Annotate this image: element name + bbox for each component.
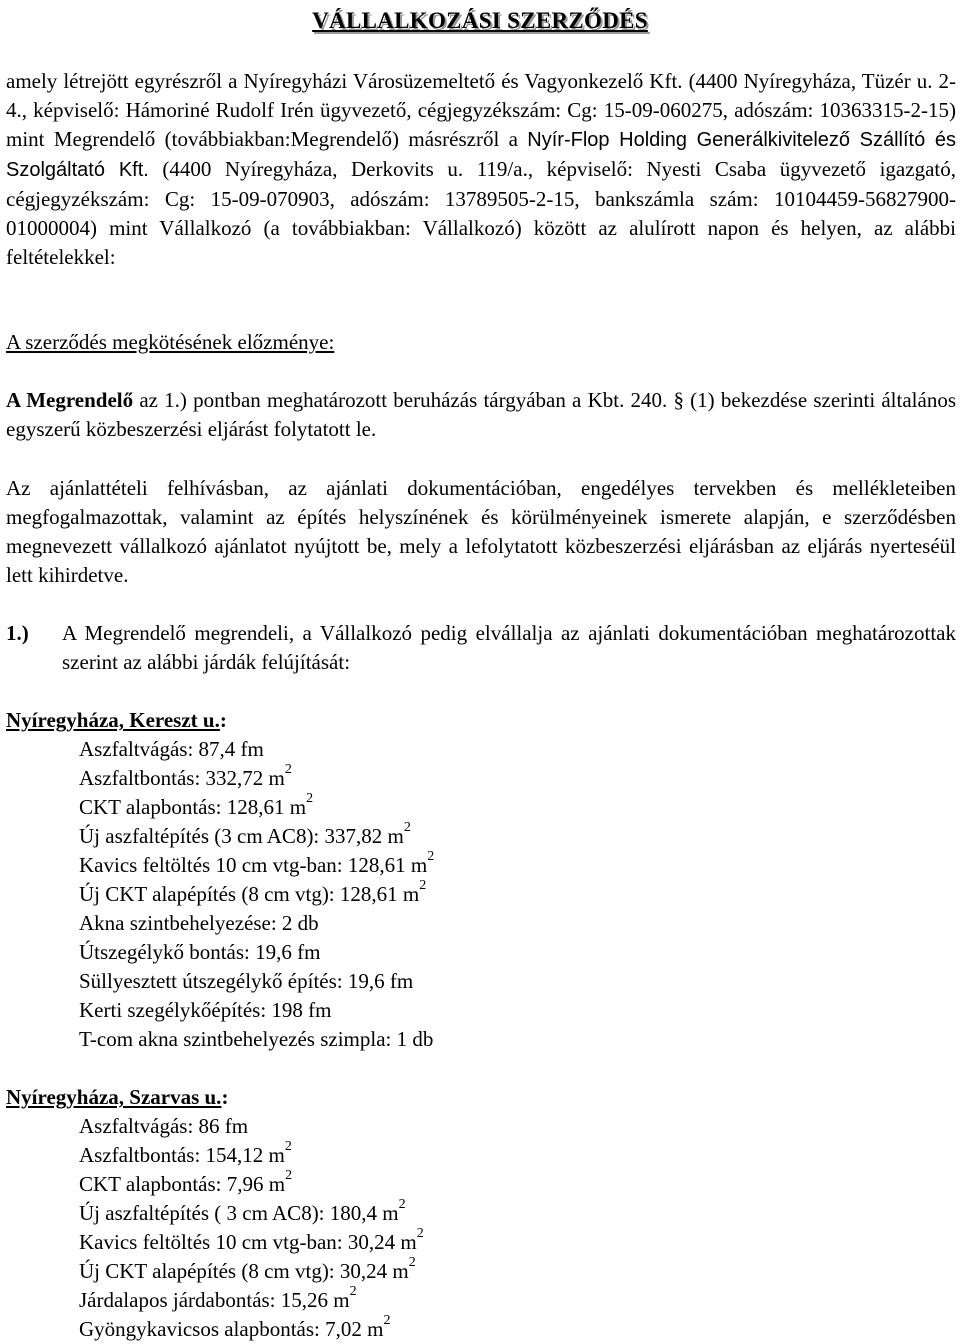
work-item — [79, 851, 956, 880]
work-item — [79, 909, 956, 938]
unit-exponent: 2 — [398, 1197, 406, 1212]
work-items-list — [6, 735, 956, 1054]
intro-paragraph — [6, 67, 956, 272]
work-item-text: Kavics feltöltés 10 cm vtg-ban: 30,24 m — [79, 1230, 417, 1254]
work-item — [79, 1112, 956, 1141]
location-name: Nyíregyháza, Kereszt u. — [6, 708, 220, 732]
work-item — [79, 822, 956, 851]
location-kereszt — [6, 706, 956, 1054]
work-items-list — [6, 1112, 956, 1344]
unit-exponent: 2 — [285, 1168, 293, 1183]
unit-exponent: 2 — [419, 878, 427, 893]
section-1-number: 1.) — [6, 621, 29, 645]
unit-exponent: 2 — [284, 762, 292, 777]
work-item-text: Aszfaltbontás: 154,12 m — [79, 1143, 285, 1167]
work-item-text: Új CKT alapépítés (8 cm vtg): 128,61 m — [79, 882, 420, 906]
unit-exponent: 2 — [383, 1313, 391, 1328]
background-text: az 1.) pontban meghatározott beruházás tárgyában a Kbt. 240. § (1) bekezdése szerinti általános egyszerű közbeszerzési eljárást folytatott le. — [6, 388, 957, 441]
offer-paragraph: Az ajánlattételi felhívásban, az ajánlati dokumentációban, engedélyes tervekben és mellékleteiben megfogalmazottak, valamint az építés helyszínének és körülményeinek ismerete alapján, e szerződésben megnevezett vállalkozó ajánlatot nyújtott be, mely a lefolytatott közbeszerzési eljárásban az eljárás nyerteséül lett kihirdetve. — [6, 476, 956, 587]
work-item — [79, 1141, 956, 1170]
work-item-text: Kerti szegélykőépítés: 198 fm — [79, 998, 332, 1022]
work-item-text: Aszfaltbontás: 332,72 m — [79, 766, 285, 790]
work-item-text: Új CKT alapépítés (8 cm vtg): 30,24 m — [79, 1259, 409, 1283]
work-item — [79, 938, 956, 967]
work-item — [79, 1257, 956, 1286]
work-item — [79, 764, 956, 793]
work-item-text: Akna szintbehelyezése: 2 db — [79, 911, 319, 935]
location-name: Nyíregyháza, Szarvas u. — [6, 1085, 222, 1109]
work-item-text: Aszfaltvágás: 87,4 fm — [79, 737, 264, 761]
location-heading: Nyíregyháza, Szarvas u.: — [6, 1085, 229, 1109]
work-item-text: CKT alapbontás: 128,61 m — [79, 795, 307, 819]
background-paragraph — [6, 386, 956, 444]
work-item-text: Gyöngykavicsos alapbontás: 7,02 m — [79, 1317, 384, 1341]
intro-text-part1: amely létrejött egyrészről a Nyíregyházi Városüzemeltető és Vagyonkezelő Kft. (4400 Nyíregyháza, Tüzér u. 2-4., képviselő: Hámoriné Rudolf Irén ügyvezető, cégjegyzékszám: Cg: 15-09-060275, adószám: 10363315-2-15) mint Megrendelő (továbbiakban:Megrendelő) másrészről a — [6, 69, 956, 151]
unit-exponent: 2 — [284, 1139, 292, 1154]
contractor-company-name: Nyír-Flop Holding Generálkivitelező Szállító és Szolgáltató Kft. — [6, 129, 956, 181]
work-item — [79, 880, 956, 909]
unit-exponent: 2 — [306, 791, 314, 806]
work-item-text: Járdalapos járdabontás: 15,26 m — [79, 1288, 350, 1312]
document-title: VÁLLALKOZÁSI SZERZŐDÉS — [312, 8, 648, 33]
work-item-text: Süllyesztett útszegélykő építés: 19,6 fm — [79, 969, 414, 993]
work-item — [79, 793, 956, 822]
unit-exponent: 2 — [416, 1226, 424, 1241]
location-szarvas — [6, 1083, 956, 1344]
work-item-text: CKT alapbontás: 7,96 m — [79, 1172, 286, 1196]
section-1 — [6, 619, 956, 677]
background-heading: A szerződés megkötésének előzménye: — [6, 330, 335, 354]
work-item — [79, 1170, 956, 1199]
unit-exponent: 2 — [403, 820, 411, 835]
work-item — [79, 996, 956, 1025]
unit-exponent: 2 — [349, 1284, 357, 1299]
work-item — [79, 1228, 956, 1257]
work-item-text: Aszfaltvágás: 86 fm — [79, 1114, 249, 1138]
work-item-text: Kavics feltöltés 10 cm vtg-ban: 128,61 m — [79, 853, 428, 877]
work-item — [79, 967, 956, 996]
section-1-text: A Megrendelő megrendeli, a Vállalkozó pedig elvállalja az ajánlati dokumentációban meghatározottak szerint az alábbi járdák felújítását: — [62, 621, 956, 674]
work-item-text: Útszegélykő bontás: 19,6 fm — [79, 940, 321, 964]
location-heading: Nyíregyháza, Kereszt u.: — [6, 708, 227, 732]
unit-exponent: 2 — [408, 1255, 416, 1270]
work-item — [79, 735, 956, 764]
work-item — [79, 1286, 956, 1315]
work-item — [79, 1199, 956, 1228]
intro-text-part2: (4400 Nyíregyháza, Derkovits u. 119/a., képviselő: Nyesti Csaba ügyvezető igazgató, cégjegyzékszám: Cg: 15-09-070903, adószám: 13789505-2-15, bankszámla szám: 10104459-56827900-01000004) mint Vállalkozó (a továbbiakban: Vállalkozó) között az alulírott napon és helyen, az alábbi feltételekkel: — [6, 157, 956, 269]
work-item — [79, 1025, 956, 1054]
unit-exponent: 2 — [427, 849, 435, 864]
work-item-text: Új aszfaltépítés ( 3 cm AC8): 180,4 m — [79, 1201, 399, 1225]
work-item-text: T-com akna szintbehelyezés szimpla: 1 db — [79, 1027, 434, 1051]
background-bold-lead: A Megrendelő — [6, 388, 134, 412]
work-item — [79, 1315, 956, 1344]
work-item-text: Új aszfaltépítés (3 cm AC8): 337,82 m — [79, 824, 404, 848]
